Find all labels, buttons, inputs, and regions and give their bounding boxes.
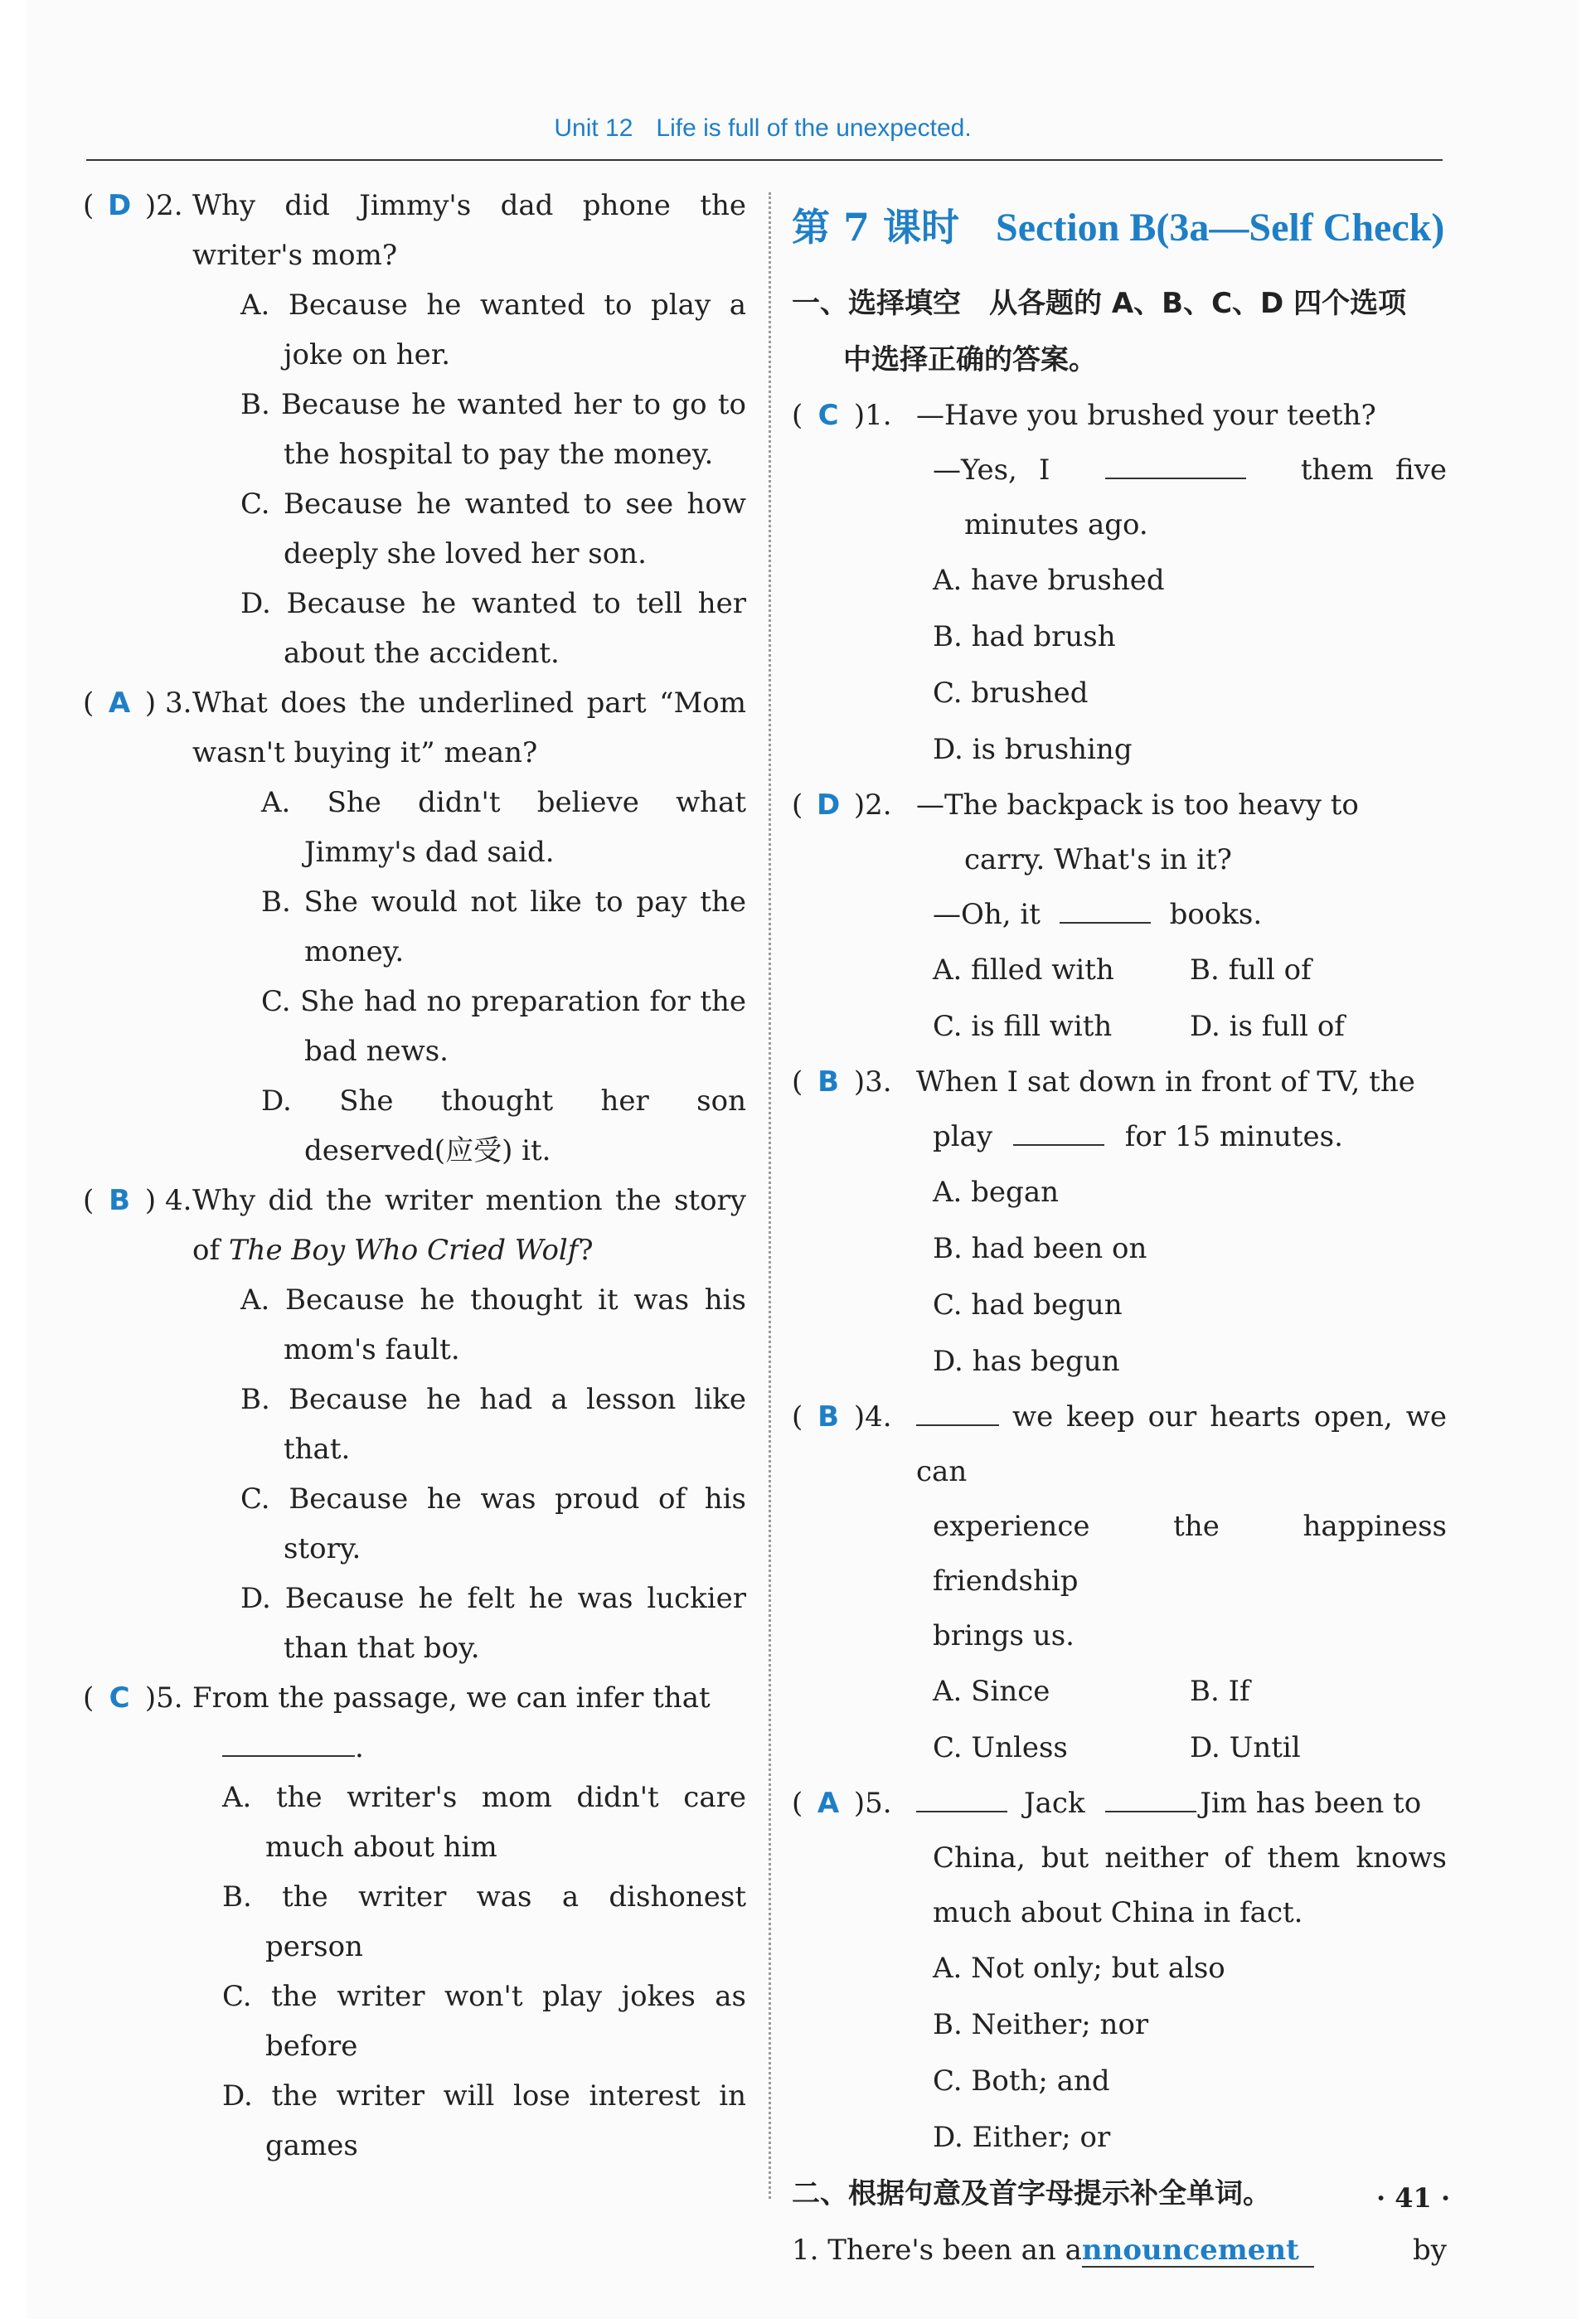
- option-a: A. She didn't believe what Jimmy's dad said.: [261, 786, 746, 869]
- answer-mark: C: [109, 1681, 130, 1715]
- option-c: C. the writer won't play jokes as before: [222, 1980, 746, 2063]
- option-a: A. have brushed: [933, 564, 1165, 597]
- option-d: D. the writer will lose interest in games: [222, 2079, 746, 2162]
- column-divider: [769, 192, 771, 2199]
- question-2: ( D )2. Why did Jimmy's dad phone the writer's mom? A. Because he wanted to play a joke on her. B. Because he wanted her to go to the hospital to pay the money. C. Because he wanted to see how deeply she loved her son. D. Because he wanted to tell her about the accident.: [83, 181, 746, 678]
- option-a: A. filled with: [933, 953, 1114, 987]
- option-d: D. Because he felt he was luckier than that boy.: [240, 1582, 746, 1665]
- question-5: ( C )5. From the passage, we can infer that . A. the writer's mom didn't care much about him B. the writer was a dishonest person C. the writer won't play jokes as before D. the writer will lose interest in games: [83, 1673, 746, 2171]
- unit-title: Life is full of the unexpected.: [656, 114, 972, 142]
- filled-answer: nnouncement: [1082, 2234, 1314, 2268]
- option-c: C. She had no preparation for the bad news.: [261, 985, 746, 1068]
- option-b: B. the writer was a dishonest person: [222, 1880, 746, 1963]
- question-text: Why did Jimmy's dad phone the writer's mom?: [192, 189, 746, 272]
- answer-mark: B: [817, 1400, 840, 1434]
- option-a: A. began: [933, 1176, 1059, 1209]
- answer-blank: [1013, 1121, 1104, 1146]
- mc-question-2: ( D )2. —The backpack is too heavy to carry. What's in it? —Oh, it books. A. filled with B. full of C. is fill with D. is full of: [792, 778, 1447, 1055]
- answer-blank: [1105, 454, 1246, 479]
- page-number: · 41 ·: [1376, 2182, 1451, 2214]
- lesson-title: 第 7 课时 Section B(3a—Self Check): [792, 205, 1445, 250]
- option-c: C. is fill with: [933, 1010, 1113, 1043]
- option-c: C. had begun: [933, 1288, 1123, 1322]
- option-d: D. She thought her son deserved(应受) it.: [261, 1084, 746, 1167]
- answer-blank: [916, 1401, 999, 1426]
- option-b: B. Neither; nor: [933, 2008, 1149, 2041]
- header-rule: [86, 159, 1443, 161]
- answer-blank: [222, 1732, 355, 1757]
- option-a: A. Not only; but also: [933, 1952, 1225, 1985]
- answer-mark: B: [109, 1184, 131, 1217]
- answer-mark: C: [817, 399, 839, 432]
- part-1-heading: 一、选择填空 从各题的 A、B、C、D 四个选项 中选择正确的答案。: [792, 287, 1407, 376]
- option-c: C. Because he wanted to see how deeply she loved her son.: [240, 488, 746, 570]
- option-c: C. brushed: [933, 677, 1089, 710]
- option-b: B. Because he had a lesson like that.: [240, 1383, 746, 1466]
- left-column: [83, 181, 746, 2171]
- section-title: Section B(3a—Self Check): [996, 206, 1445, 250]
- story-title: The Boy Who Cried Wolf: [228, 1234, 579, 1267]
- mc-question-3: ( B )3. When I sat down in front of TV, the play for 15 minutes. A. began B. had been on C. had begun D. has begun: [792, 1055, 1447, 1390]
- answer-mark: B: [817, 1065, 840, 1099]
- option-d: D. has begun: [933, 1345, 1120, 1378]
- option-b: B. full of: [1190, 953, 1312, 987]
- option-a: A. Since: [933, 1675, 1050, 1708]
- option-a: A. Because he thought it was his mom's fault.: [240, 1283, 746, 1366]
- mc-question-1: ( C )1. —Have you brushed your teeth? —Yes, I them five minutes ago. A. have brushed B. had brush C. brushed D. is brushing: [792, 388, 1447, 778]
- option-a: A. Because he wanted to play a joke on her.: [240, 289, 746, 371]
- option-d: D. is brushing: [933, 733, 1133, 766]
- option-d: D. is full of: [1190, 1010, 1345, 1043]
- option-b: B. If: [1190, 1675, 1250, 1708]
- question-text: Why did the writer mention the story of The Boy Who Cried Wolf?: [192, 1184, 746, 1267]
- option-a: A. the writer's mom didn't care much about him: [222, 1781, 746, 1864]
- running-header: [83, 114, 1443, 143]
- unit-label: Unit 12: [554, 114, 633, 142]
- part-2-heading: 二、根据句意及首字母提示补全单词。: [792, 2177, 1271, 2210]
- question-3: ( A ) 3. What does the underlined part “Mom wasn't buying it” mean? A. She didn't believe what Jimmy's dad said. B. She would not like to pay the money. C. She had no preparation for the bad news. D. She thought her son deserved(应受) it.: [83, 678, 746, 1176]
- answer-blank: [1060, 899, 1151, 924]
- option-c: C. Because he was proud of his story.: [240, 1482, 746, 1565]
- question-text: From the passage, we can infer that: [192, 1681, 711, 1715]
- answer-blank: [1105, 1788, 1196, 1812]
- answer-mark: D: [816, 788, 841, 822]
- option-d: D. Either; or: [933, 2121, 1111, 2154]
- option-b: B. Because he wanted her to go to the hospital to pay the money.: [240, 388, 746, 471]
- right-column: [792, 197, 1447, 2278]
- answer-mark: A: [108, 686, 131, 720]
- question-4: ( B ) 4. Why did the writer mention the story of The Boy Who Cried Wolf? A. Because he thought it was his mom's fault. B. Because he had a lesson like that. C. Because he was proud of his story. D. Because he felt he was luckier than that boy.: [83, 1176, 746, 1673]
- mc-question-5: ( A )5. Jack Jim has been to China, but neither of them knows much about China in fact. A. Not only; but also B. Neither; nor C. Both; and D. Either; or: [792, 1776, 1447, 2166]
- answer-mark: D: [107, 189, 132, 222]
- option-c: C. Unless: [933, 1731, 1068, 1764]
- option-c: C. Both; and: [933, 2064, 1110, 2098]
- answer-blank: [916, 1788, 1007, 1812]
- option-d: D. Because he wanted to tell her about the accident.: [240, 587, 746, 670]
- option-b: B. had brush: [933, 620, 1116, 653]
- answer-mark: A: [817, 1787, 840, 1820]
- option-b: B. had been on: [933, 1232, 1147, 1265]
- mc-question-4: ( B )4. we keep our hearts open, we can experience the happiness friendship brings us. A. Since B. If C. Unless D. Until: [792, 1390, 1447, 1776]
- fill-question-1: 1. There's been an announcement by: [792, 2234, 1447, 2267]
- option-d: D. Until: [1190, 1731, 1301, 1764]
- option-b: B. She would not like to pay the money.: [261, 885, 746, 968]
- question-text: What does the underlined part “Mom wasn't buying it” mean?: [192, 686, 746, 769]
